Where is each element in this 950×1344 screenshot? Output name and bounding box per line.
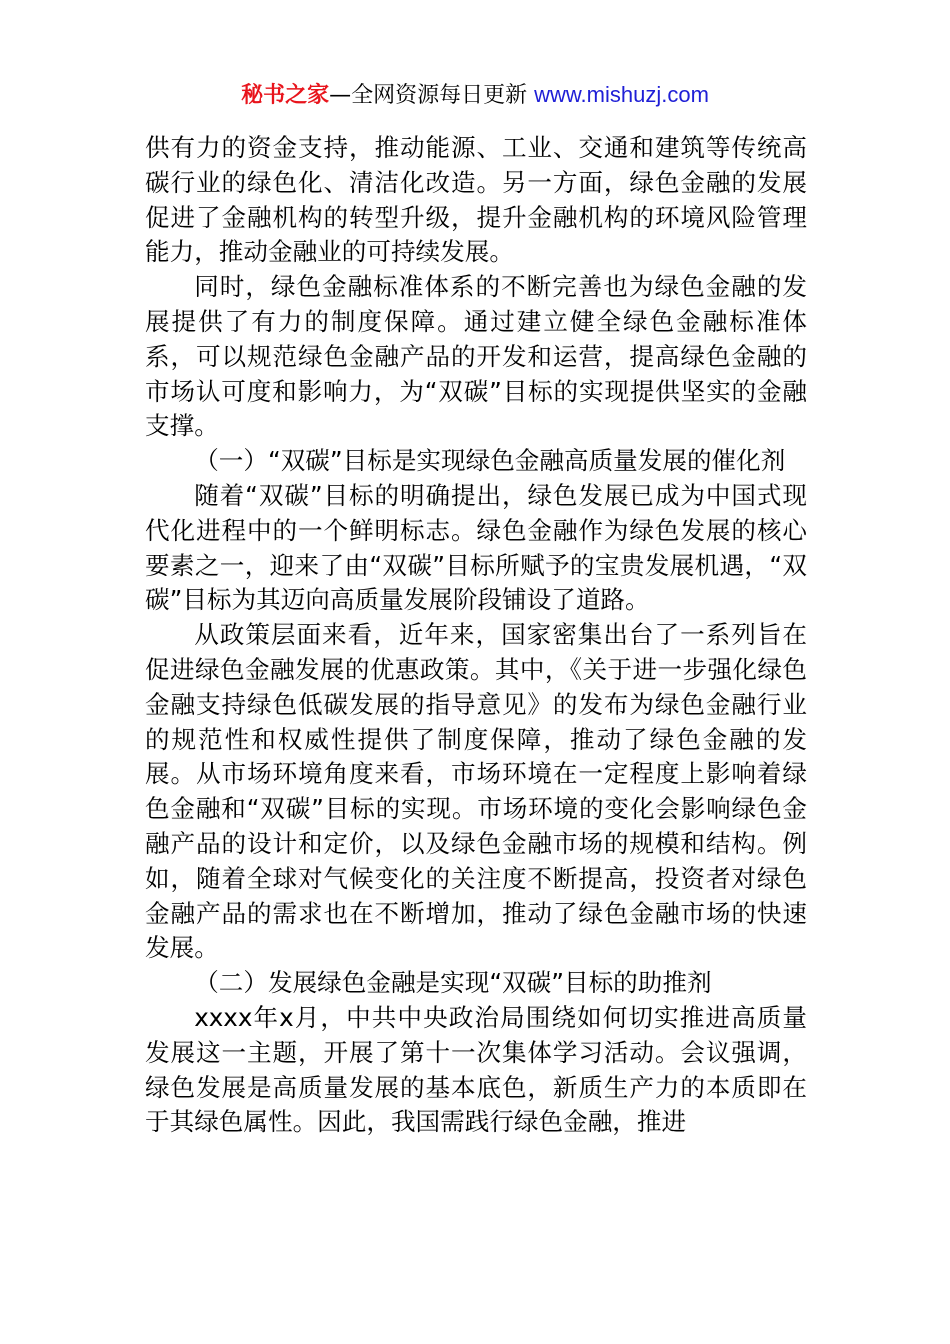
paragraph: xxxx年x月，中共中央政治局围绕如何切实推进高质量发展这一主题，开展了第十一次集体学习活动。会议强调，绿色发展是高质量发展的基本底色，新质生产力的本质即在于其绿色属性。因此，我国需践行绿色金融，推进 <box>145 1002 807 1137</box>
document-body <box>145 131 807 1140</box>
header-url-link[interactable]: www.mishuzj.com <box>534 82 709 107</box>
header-tagline: —全网资源每日更新 <box>329 83 528 108</box>
header-brand: 秘书之家 <box>241 83 330 108</box>
paragraph-continuation: 供有力的资金支持，推动能源、工业、交通和建筑等传统高碳行业的绿色化、清洁化改造。另一方面，绿色金融的发展促进了金融机构的转型升级，提升金融机构的环境风险管理能力，推动金融业的可持续发展。 <box>145 133 807 267</box>
paragraph: 同时，绿色金融标准体系的不断完善也为绿色金融的发展提供了有力的制度保障。通过建立健全绿色金融标准体系，可以规范绿色金融产品的开发和运营，提高绿色金融的市场认可度和影响力，为“双碳”目标的实现提供坚实的金融支撑。 <box>145 272 807 441</box>
section-heading-1: （一）“双碳”目标是实现绿色金融高质量发展的催化剂 <box>194 446 786 476</box>
page-header <box>0 80 950 111</box>
paragraph: 从政策层面来看，近年来，国家密集出台了一系列旨在促进绿色金融发展的优惠政策。其中，《关于进一步强化绿色金融支持绿色低碳发展的指导意见》的发布为绿色金融行业的规范性和权威性提供了制度保障，推动了绿色金融的发展。从市场环境角度来看，市场环境在一定程度上影响着绿色金融和“双碳”目标的实现。市场环境的变化会影响绿色金融产品的设计和定价，以及绿色金融市场的规模和结构。例如，随着全球对气候变化的关注度不断提高，投资者对绿色金融产品的需求也在不断增加，推动了绿色金融市场的快速发展。 <box>145 620 807 963</box>
paragraph: 随着“双碳”目标的明确提出，绿色发展已成为中国式现代化进程中的一个鲜明标志。绿色金融作为绿色发展的核心要素之一，迎来了由“双碳”目标所赋予的宝贵发展机遇，“双碳”目标为其迈向高质量发展阶段铺设了道路。 <box>145 480 807 615</box>
section-heading-2: （二）发展绿色金融是实现“双碳”目标的助推剂 <box>194 968 712 998</box>
